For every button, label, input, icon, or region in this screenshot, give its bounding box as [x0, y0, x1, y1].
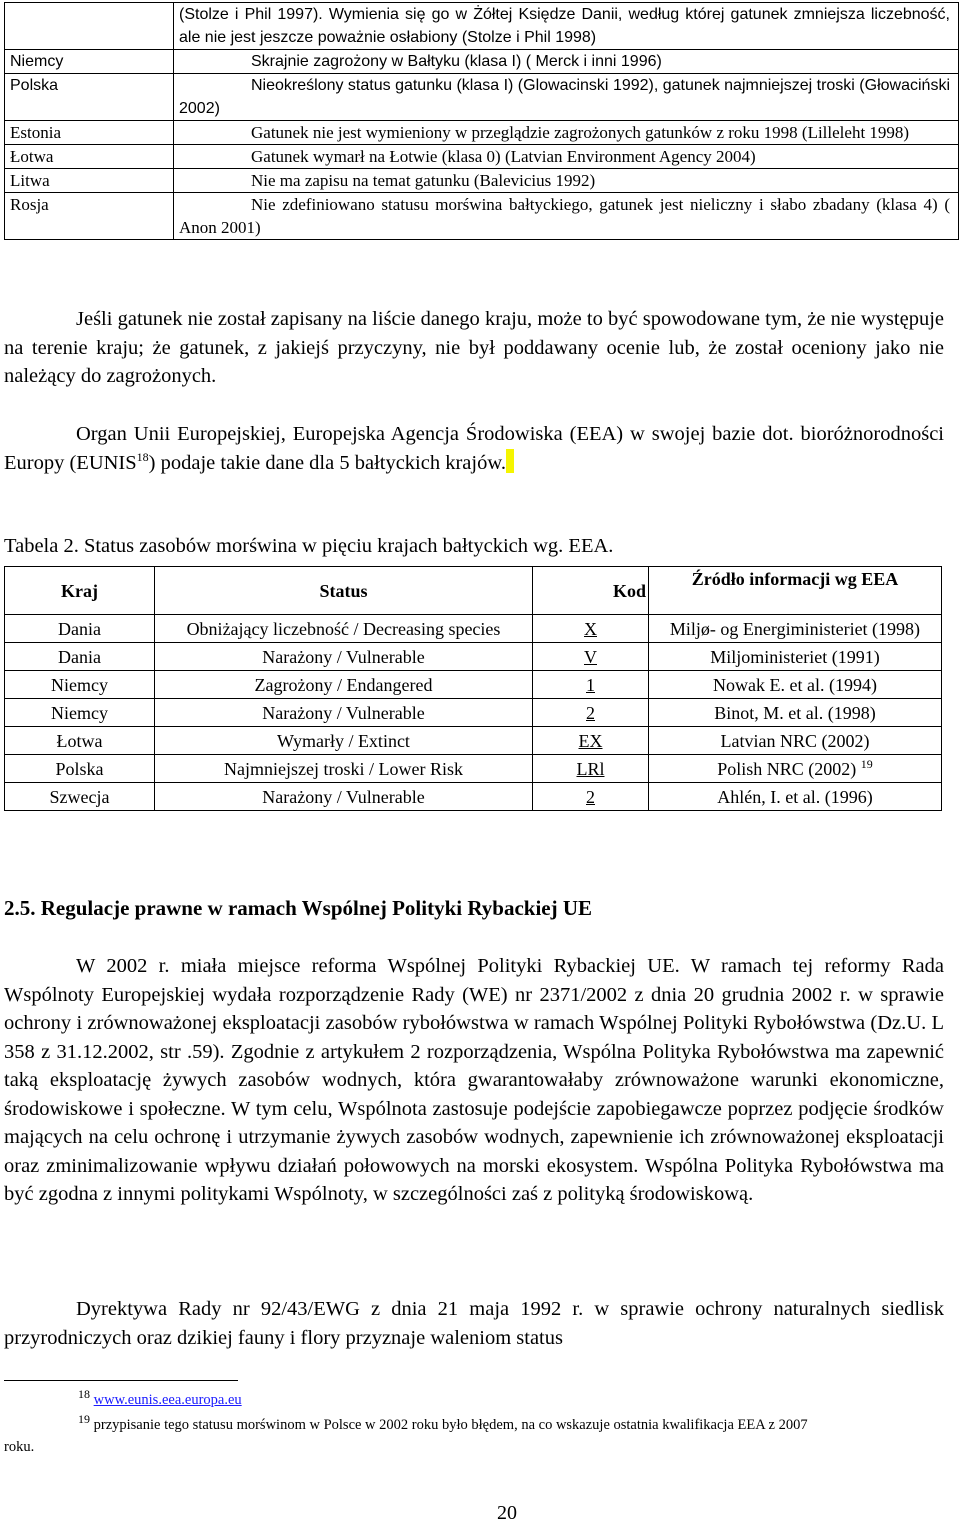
source-cell	[649, 615, 942, 643]
country-cell	[5, 3, 174, 50]
status-text: Wymarły / Extinct	[277, 730, 410, 751]
status-cell	[155, 783, 533, 811]
status-description-cell	[174, 74, 959, 121]
source-text: Nowak E. et al. (1994)	[713, 674, 877, 695]
footnote-divider	[4, 1380, 238, 1381]
status-description-text: (Stolze i Phil 1997). Wymienia się go w Żółtej Księdze Danii, według której gatunek zmniejsza liczebność, ale nie jest jeszcze poważnie osłabiony (Stolze i Phil 1998)	[179, 6, 950, 46]
footnote-18	[78, 1387, 242, 1410]
country-text: Łotwa	[56, 730, 103, 751]
status-description-text: Gatunek nie jest wymieniony w przeglądzie zagrożonych gatunków z roku 1998 (Lilleleht 1998)	[251, 123, 910, 142]
country-cell	[5, 671, 155, 699]
table-row	[5, 755, 942, 783]
footnote-number: 18	[78, 1387, 90, 1402]
table-row	[5, 699, 942, 727]
footnote-ref-18[interactable]: 18	[136, 449, 149, 464]
code-text: EX	[578, 730, 603, 751]
code-text: 2	[586, 786, 595, 807]
footnote-ref-19[interactable]: 19	[860, 756, 873, 771]
country-text: Polska	[55, 758, 104, 779]
code-text: 1	[586, 674, 595, 695]
source-text: Latvian NRC (2002)	[720, 730, 870, 751]
country-text: Dania	[58, 618, 101, 639]
header-country: Kraj	[5, 567, 155, 615]
country-cell	[5, 755, 155, 783]
paragraph-text: ) podaje takie dane dla 5 bałtyckich krajów.	[148, 451, 506, 474]
status-text: Najmniejszej troski / Lower Risk	[224, 758, 463, 779]
table-row	[5, 121, 959, 145]
country-cell: Estonia	[5, 121, 174, 145]
table-row	[5, 615, 942, 643]
code-cell	[533, 643, 649, 671]
header-code: Kod	[533, 567, 649, 615]
source-text: Binot, M. et al. (1998)	[714, 702, 876, 723]
paragraph-text: Jeśli gatunek nie został zapisany na liście danego kraju, może to być spowodowane tym, że nie występuje na terenie kraju; że gatunek, z jakiejś przyczyny, nie był poddawany ocenie lub, że został oceniony jako nie należący do zagrożonych.	[4, 308, 944, 387]
status-description-text: Nie zdefiniowano statusu morświna bałtyckiego, gatunek jest nieliczny i słabo zbadany (klasa 4) ( Anon 2001)	[179, 195, 950, 237]
status-text: Narażony / Vulnerable	[262, 786, 425, 807]
paragraph-unlisted-species	[4, 305, 944, 391]
paragraph-eea-intro	[4, 420, 944, 477]
code-cell	[533, 671, 649, 699]
header-status: Status	[155, 567, 533, 615]
country-text: Niemcy	[51, 674, 108, 695]
country-cell	[5, 643, 155, 671]
footnote-19-continued: roku.	[4, 1439, 35, 1455]
footnote-19	[78, 1412, 808, 1435]
source-text: Ahlén, I. et al. (1996)	[717, 786, 873, 807]
source-cell	[649, 671, 942, 699]
source-text: Miljoministeriet (1991)	[710, 646, 880, 667]
country-cell: Rosja	[5, 193, 174, 240]
highlight-mark	[506, 449, 514, 473]
source-cell	[649, 727, 942, 755]
code-cell	[533, 699, 649, 727]
status-description-text: Nie ma zapisu na temat gatunku (Balevicius 1992)	[251, 171, 596, 190]
paragraph-text: Dyrektywa Rady nr 92/43/EWG z dnia 21 maja 1992 r. w sprawie ochrony naturalnych siedlisk przyrodniczych oraz dzikiej fauny i flory przyznaje waleniom status	[4, 1298, 944, 1349]
status-description-cell	[174, 145, 959, 169]
paragraph-cfp-reform	[4, 952, 944, 1209]
country-cell	[5, 699, 155, 727]
country-cell: Łotwa	[5, 145, 174, 169]
status-description-text: Skrajnie zagrożony w Bałtyku (klasa I) ( Merck i inni 1996)	[251, 53, 662, 70]
table-row	[5, 643, 942, 671]
code-text: X	[584, 618, 597, 639]
code-cell	[533, 727, 649, 755]
status-text: Narażony / Vulnerable	[262, 646, 425, 667]
code-text: LRl	[576, 758, 605, 779]
status-description-text: Nieokreślony status gatunku (klasa I) (Glowacinski 1992), gatunek najmniejszej troski (Głowaciński 2002)	[179, 77, 950, 117]
status-cell	[155, 699, 533, 727]
country-cell: Polska	[5, 74, 174, 121]
source-cell	[649, 699, 942, 727]
country-cell	[5, 615, 155, 643]
source-cell	[649, 643, 942, 671]
code-text: V	[584, 646, 597, 667]
status-text: Obniżający liczebność / Decreasing species	[186, 618, 501, 639]
country-text: Dania	[58, 646, 101, 667]
table-row	[5, 3, 959, 50]
status-cell	[155, 643, 533, 671]
status-text: Zagrożony / Endangered	[254, 674, 433, 695]
country-cell: Litwa	[5, 169, 174, 193]
country-cell: Niemcy	[5, 50, 174, 74]
code-cell	[533, 783, 649, 811]
table-row	[5, 169, 959, 193]
status-description-cell	[174, 169, 959, 193]
status-description-cell	[174, 3, 959, 50]
country-text: Szwecja	[49, 786, 110, 807]
table-row	[5, 671, 942, 699]
status-text: Narażony / Vulnerable	[262, 702, 425, 723]
paragraph-text: W 2002 r. miała miejsce reforma Wspólnej Polityki Rybackiej UE. W ramach tej reformy Rada Wspólnoty Europejskiej wydała rozporządzenie Rady (WE) nr 2371/2002 z dnia 20 grudnia 2002 r. w sprawie ochrony i zrównoważonej eksploatacji zasobów rybołówstwa w ramach Wspólnej Polityki Rybołówstwa (Dz.U. L 358 z 31.12.2002, str .59). Zgodnie z artykułem 2 rozporządzenia, Wspólna Polityka Rybołówstwa ma zapewnić taką eksploatację żywych zasobów wodnych, która gwarantowałaby zrównoważone warunki ekonomiczne, środowiskowe i społeczne. W tym celu, Wspólnota zastosuje podejście zapobiegawcze poprzez podjęcie środków mających na celu ochronę i utrzymanie żywych zasobów wodnych, zapewnienie ich zrównoważonej eksploatacji oraz zminimalizowanie wpływu działań połowowych na morski ekosystem. Wspólna Polityka Rybołówstwa ma być zgodna z innymi politykami Wspólnoty, w szczególności zaś z polityką środowiskową.	[4, 955, 944, 1205]
footnote-text: przypisanie tego statusu morświnom w Polsce w 2002 roku było błędem, na co wskazuje ostatnia kwalifikacja EEA z 2007	[93, 1417, 808, 1433]
code-text: 2	[586, 702, 595, 723]
footnote-number: 19	[78, 1412, 90, 1427]
status-cell	[155, 727, 533, 755]
source-cell	[649, 783, 942, 811]
status-description-cell	[174, 193, 959, 240]
source-text: Miljø- og Energiministeriet (1998)	[669, 618, 921, 639]
country-cell	[5, 783, 155, 811]
page-number: 20	[497, 1502, 517, 1524]
header-source: Źródło informacji wg EEA	[649, 567, 942, 615]
code-cell	[533, 755, 649, 783]
footnote-link[interactable]: www.eunis.eea.europa.eu	[93, 1392, 242, 1408]
table-row	[5, 727, 942, 755]
source-text: Polish NRC (2002)	[717, 758, 857, 779]
code-cell	[533, 615, 649, 643]
section-heading: 2.5. Regulacje prawne w ramach Wspólnej Polityki Rybackiej UE	[4, 896, 593, 920]
status-description-cell	[174, 50, 959, 74]
status-cell	[155, 615, 533, 643]
table-row	[5, 193, 959, 240]
status-description-cell	[174, 121, 959, 145]
source-cell	[649, 755, 942, 783]
eea-status-table	[4, 566, 942, 811]
status-description-text: Gatunek wymarł na Łotwie (klasa 0) (Latvian Environment Agency 2004)	[251, 147, 756, 166]
country-text: Niemcy	[51, 702, 108, 723]
table-row	[5, 50, 959, 74]
country-status-table	[4, 2, 959, 240]
table-row	[5, 74, 959, 121]
status-cell	[155, 755, 533, 783]
paragraph-habitats-directive	[4, 1295, 944, 1352]
paragraph-text: Organ Unii Europejskiej, Europejska Agencja Środowiska (EEA) w swojej bazie dot. bioróżnorodności Europy (EUNIS	[4, 423, 944, 474]
table-row	[5, 145, 959, 169]
table-row	[5, 783, 942, 811]
country-cell	[5, 727, 155, 755]
status-cell	[155, 671, 533, 699]
table-caption: Tabela 2. Status zasobów morświna w pięciu krajach bałtyckich wg. EEA.	[4, 535, 614, 557]
